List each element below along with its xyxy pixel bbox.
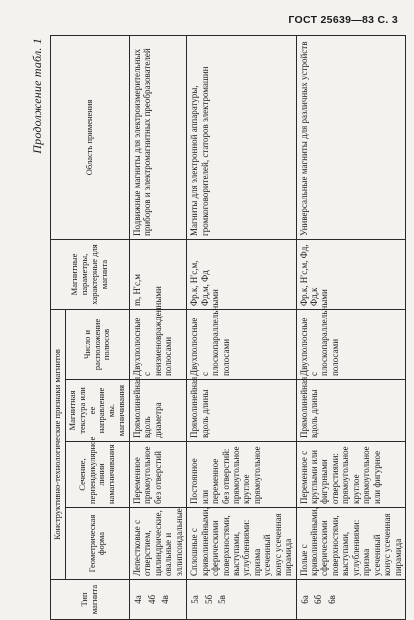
poles-cell: Двухполюсные с неизменовражденными полюсами xyxy=(130,309,187,379)
col-header-texture: Магнитная текстура или ее направление мы. магничивания xyxy=(65,380,129,442)
col-header-section: Сечение, перпендикулярное линии намагничивания xyxy=(65,442,129,508)
col-header-poles: Число и расположение полюсов xyxy=(65,309,129,379)
type-code: 4а xyxy=(133,595,144,604)
section-cell: Постоянное или переменное без отверстий: прямоугольное круглое прямоугольное xyxy=(187,442,296,508)
parameters-cell: m, H′с,м xyxy=(130,239,187,309)
col-header-type: Тип магнита xyxy=(51,580,130,620)
magnet-features-table xyxy=(50,35,406,620)
type-code: 5а xyxy=(190,595,201,604)
type-code: 4в xyxy=(160,595,171,604)
type-code: 5б xyxy=(203,594,214,605)
texture-cell: Прямолинейная вдоль длины xyxy=(296,380,405,442)
col-header-parameters: Магнитные параметры, характерные для магнита xyxy=(51,239,130,309)
application-cell: Универсальные магниты для различных устройств xyxy=(296,35,405,239)
type-cell xyxy=(296,580,405,620)
poles-cell: Двухполюсные с плоскопараллельными полосами xyxy=(296,309,405,379)
col-header-application: Область применения xyxy=(51,35,130,239)
page-header: ГОСТ 25639—83 С. 3 xyxy=(288,14,398,26)
geometric-cell: Лепестковые с отверстием, цилиндрические, овальные и эллипсоидальные xyxy=(130,508,187,580)
type-code: 4б xyxy=(146,594,157,605)
texture-cell: Прямолинейная вдоль диаметра xyxy=(130,380,187,442)
continued-caption: Продолжение табл. 1 xyxy=(30,38,44,154)
type-code: 6б xyxy=(313,594,324,605)
col-header-group: Конструктивно-технологические признаки магнитов xyxy=(51,309,66,579)
type-cell xyxy=(187,580,296,620)
rotated-table-region xyxy=(28,36,403,620)
type-code: 6в xyxy=(326,595,337,604)
application-cell: Подвижные магниты для электроизмерительных приборов и электромагнитных преобразователей xyxy=(130,35,187,239)
geometric-cell: Полые с криволинейными, сферическими поверхностями, выступами, углублениями: призма усеченный конус усеченная пирамида xyxy=(296,508,405,580)
parameters-cell: Фр.к, H′с,м, Фд,м, Фд xyxy=(187,239,296,309)
col-header-geometric: Геометрическая форма xyxy=(65,508,129,580)
texture-cell: Прямолинейная вдоль длины xyxy=(187,380,296,442)
application-cell: Магниты для электронной аппаратуры, громкоговорителей, статоров электромашин xyxy=(187,35,296,239)
table-row xyxy=(130,35,187,619)
type-code: 5в xyxy=(217,595,228,604)
section-cell: Переменное с круглыми или фигурными отверстиями: прямоугольное круглое прямоугольное или фигурное xyxy=(296,442,405,508)
geometric-cell: Сплошные с криволинейными, сферическими поверхностями, выступами, углублениями: призма усеченный конус усеченная пирамида xyxy=(187,508,296,580)
parameters-cell: Фр.к, H′с,м, Фд, Фд,к xyxy=(296,239,405,309)
poles-cell: Двухполюсные с плоскопараллельными полосами xyxy=(187,309,296,379)
section-cell: Переменное прямоугольное без отверстий xyxy=(130,442,187,508)
type-code: 6а xyxy=(299,595,310,604)
type-cell xyxy=(130,580,187,620)
table-row xyxy=(187,35,296,619)
table-row xyxy=(296,35,405,619)
